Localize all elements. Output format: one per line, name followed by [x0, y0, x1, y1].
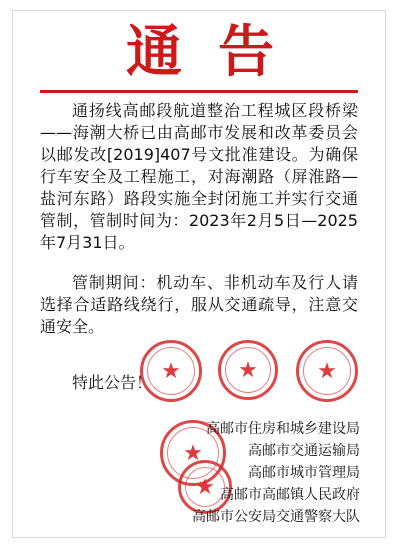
official-seal-housing: ★: [140, 340, 202, 402]
official-seal-urban-management: ★: [296, 340, 358, 402]
signatory-list: [192, 418, 360, 528]
signatory: 高邮市住房和城乡建设局: [206, 421, 360, 437]
official-seal-transport: ★: [218, 340, 278, 400]
official-seal-town-government: ★: [160, 420, 226, 486]
notice-title: 通告: [126, 19, 310, 85]
closing-line: 特此公告！: [72, 373, 153, 392]
body-paragraph-1: 通扬线高邮段航道整治工程城区段桥梁——海潮大桥已由高邮市发展和改革委员会以邮发改[2019]407号文批准建设。为确保行车安全及工程施工，对海潮路（屏淮路—盐河东路）路段实施全封闭施工并实行交通管制，管制时间为：2023年2月5日—2025年7月31日。: [40, 101, 358, 252]
signatory: 高邮市交通运输局: [248, 443, 360, 459]
official-seal-traffic-police: ★: [178, 460, 232, 514]
title-divider: [40, 90, 358, 93]
signatory: 高邮市高邮镇人民政府: [220, 487, 360, 503]
signatory: 高邮市公安局交通警察大队: [192, 509, 360, 525]
signatory: 高邮市城市管理局: [248, 465, 360, 481]
body-paragraph-2: 管制期间：机动车、非机动车及行人请选择合适路线绕行，服从交通疏导，注意交通安全。: [40, 273, 358, 336]
